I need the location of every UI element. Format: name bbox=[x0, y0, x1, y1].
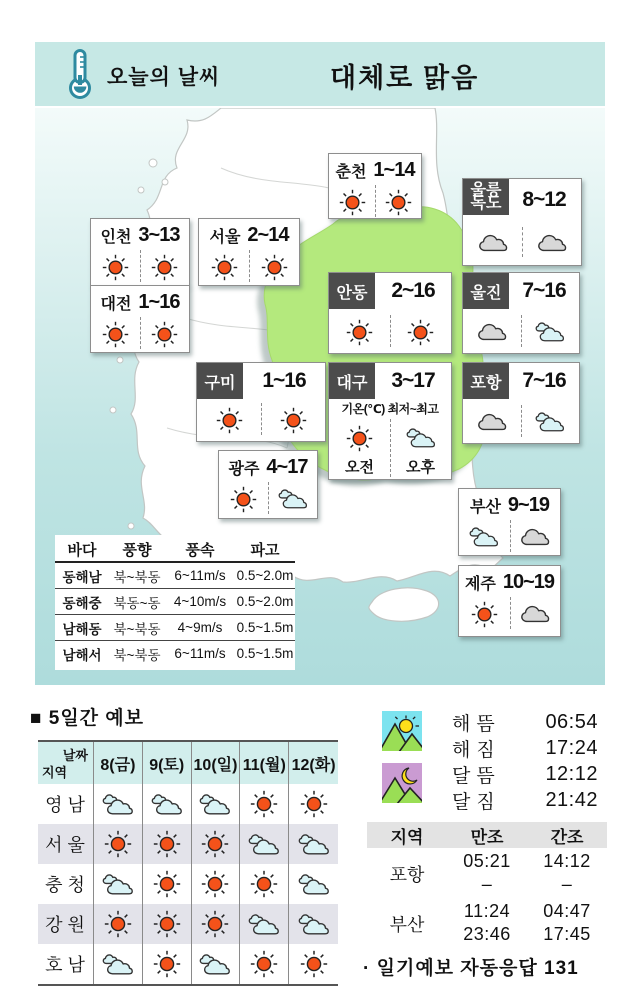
forecast-header-row bbox=[38, 742, 338, 784]
korea-weather-map bbox=[35, 108, 605, 685]
tide-row-pohang: 포항 05:21 – 14:12 – bbox=[367, 850, 607, 898]
forecast-icon bbox=[94, 824, 143, 864]
city-temp: 3~17 bbox=[391, 369, 435, 392]
city-box-daegu bbox=[328, 362, 452, 480]
moonrise-icon bbox=[382, 763, 422, 803]
city-temp: 7~16 bbox=[522, 279, 566, 302]
tide-row-busan: 부산 11:24 23:46 04:47 17:45 bbox=[367, 900, 607, 948]
forecast-icon bbox=[192, 864, 241, 904]
city-box-busan bbox=[458, 488, 561, 556]
sea-col-header: 풍속 bbox=[185, 541, 215, 559]
city-box-uljin bbox=[462, 272, 580, 354]
corner-cell: 날짜 지역 bbox=[38, 742, 94, 784]
am-pm-divider bbox=[521, 315, 522, 347]
city-temp: 1~14 bbox=[373, 158, 415, 181]
weather-pm-icon bbox=[521, 411, 579, 433]
forecast-icon bbox=[94, 944, 143, 984]
forecast-icon bbox=[192, 904, 241, 944]
forecast-icon bbox=[143, 904, 192, 944]
low-tide-time: 14:12 bbox=[543, 851, 591, 871]
weather-pm-icon bbox=[510, 603, 561, 625]
city-temp: 3~13 bbox=[138, 223, 180, 246]
forecast-icon bbox=[289, 864, 338, 904]
forecast-icon bbox=[240, 784, 289, 824]
high-tide-time: 05:21 bbox=[463, 851, 511, 871]
weather-pm-icon bbox=[390, 319, 451, 346]
city-temp: 2~14 bbox=[247, 223, 289, 246]
forecast-icon bbox=[143, 824, 192, 864]
weather-am-icon bbox=[463, 321, 521, 343]
forecast-row-yeongnam: 영남 bbox=[38, 784, 338, 824]
forecast-icon bbox=[143, 944, 192, 984]
city-name-label: 포항 bbox=[463, 363, 509, 399]
forecast-icon bbox=[240, 944, 289, 984]
tide-col-header: 지역 bbox=[390, 827, 424, 847]
high-tide-time: 23:46 bbox=[463, 924, 511, 944]
weather-am-icon bbox=[219, 486, 268, 513]
sea-col-header: 바다 bbox=[67, 541, 97, 559]
tide-col-header: 간조 bbox=[550, 827, 584, 847]
city-name: 대전 bbox=[100, 295, 132, 313]
weather-pm-icon bbox=[521, 321, 579, 343]
forecast-icon bbox=[94, 864, 143, 904]
sun-moon-times bbox=[452, 709, 598, 813]
city-name-line1: 울릉 bbox=[470, 182, 502, 199]
am-pm-divider bbox=[249, 250, 250, 282]
weather-am-icon bbox=[459, 601, 510, 628]
weather-pm-icon bbox=[522, 232, 581, 254]
am-pm-divider bbox=[268, 482, 269, 514]
city-temp: 2~16 bbox=[391, 279, 435, 302]
five-day-forecast-table bbox=[38, 740, 338, 986]
city-temp: 8~12 bbox=[522, 188, 566, 211]
forecast-icon bbox=[94, 784, 143, 824]
city-temp: 1~16 bbox=[262, 369, 306, 392]
am-pm-divider bbox=[140, 317, 141, 349]
city-name: 인천 bbox=[100, 228, 132, 246]
weather-am-icon bbox=[199, 254, 249, 281]
forecast-icon bbox=[289, 944, 338, 984]
low-tide-time: 17:45 bbox=[543, 924, 591, 944]
forecast-icon bbox=[240, 824, 289, 864]
day-header: 11(월) bbox=[240, 742, 289, 784]
sea-table-row: 동해남 북~북동 6~11m/s 0.5~2.0m bbox=[55, 563, 295, 589]
city-box-seoul bbox=[198, 218, 300, 286]
weather-pm-icon bbox=[390, 427, 451, 449]
low-tide-time: 04:47 bbox=[543, 901, 591, 921]
weather-pm-icon bbox=[261, 407, 325, 434]
forecast-row-gangwon: 강원 bbox=[38, 904, 338, 944]
am-pm-divider bbox=[261, 403, 262, 435]
weather-pm-icon bbox=[140, 321, 189, 348]
forecast-row-honam: 호남 bbox=[38, 944, 338, 984]
five-day-forecast-title: ■ 5일간 예보 bbox=[30, 708, 145, 729]
am-pm-divider bbox=[522, 227, 523, 257]
city-name: 제주 bbox=[464, 575, 496, 593]
city-name: 춘천 bbox=[335, 163, 367, 181]
forecast-icon bbox=[289, 904, 338, 944]
city-temp: 1~16 bbox=[138, 290, 180, 313]
city-name: 부산 bbox=[470, 498, 501, 516]
weather-pm-icon bbox=[268, 488, 317, 510]
city-temp: 10~19 bbox=[502, 570, 555, 593]
am-pm-divider bbox=[510, 597, 511, 629]
am-pm-divider bbox=[140, 250, 141, 282]
forecast-row-seoul: 서울 bbox=[38, 824, 338, 864]
city-box-incheon bbox=[90, 218, 190, 286]
city-box-gumi bbox=[196, 362, 326, 442]
weather-am-icon bbox=[463, 232, 522, 254]
city-temp: 4~17 bbox=[266, 455, 308, 478]
astro-row: 달뜸 12:12 bbox=[452, 762, 598, 787]
header-bar bbox=[35, 42, 605, 106]
am-pm-divider bbox=[510, 520, 511, 552]
weather-hotline-note: · 일기예보 자동응답 131 bbox=[363, 958, 579, 979]
city-temp: 9~19 bbox=[507, 493, 549, 516]
high-tide-time: – bbox=[481, 874, 493, 894]
forecast-icon bbox=[143, 864, 192, 904]
sea-col-header: 파고 bbox=[250, 541, 280, 559]
astro-row: 달짐 21:42 bbox=[452, 788, 598, 813]
weather-am-icon bbox=[329, 319, 390, 346]
weather-am-icon bbox=[463, 411, 521, 433]
jeju-island-shape bbox=[369, 588, 439, 621]
forecast-icon bbox=[143, 784, 192, 824]
thermometer-icon bbox=[63, 48, 97, 100]
weather-am-icon bbox=[91, 321, 140, 348]
day-header: 12(화) bbox=[289, 742, 338, 784]
weather-am-icon bbox=[197, 407, 261, 434]
forecast-row-chungcheong: 충청 bbox=[38, 864, 338, 904]
weather-pm-icon bbox=[375, 189, 421, 216]
forecast-icon bbox=[289, 784, 338, 824]
sea-table-row: 남해동 북~북동 4~9m/s 0.5~1.5m bbox=[55, 615, 295, 641]
page-title: 오늘의 날씨 bbox=[107, 66, 221, 89]
forecast-icon bbox=[240, 904, 289, 944]
high-tide-time: 11:24 bbox=[463, 901, 511, 921]
city-box-jeju bbox=[458, 565, 561, 637]
city-box-gwangju bbox=[218, 450, 318, 519]
sea-table-row: 남해서 북~북동 6~11m/s 0.5~1.5m bbox=[62, 646, 294, 663]
city-name: 서울 bbox=[209, 228, 241, 246]
weather-am-icon bbox=[91, 254, 140, 281]
city-name-label: 울진 bbox=[463, 273, 509, 309]
am-pm-divider bbox=[521, 405, 522, 437]
temp-legend: 기온(℃) 최저~최고 bbox=[341, 402, 439, 416]
am-pm-divider bbox=[375, 185, 376, 217]
am-pm-divider bbox=[390, 315, 391, 347]
day-header: 8(금) bbox=[94, 742, 143, 784]
forecast-icon bbox=[94, 904, 143, 944]
weather-summary: 대체로 맑음 bbox=[330, 63, 480, 93]
forecast-icon bbox=[289, 824, 338, 864]
city-name-label: 구미 bbox=[197, 363, 243, 399]
weather-am-icon bbox=[329, 189, 375, 216]
forecast-icon bbox=[192, 824, 241, 864]
city-name-label bbox=[463, 179, 509, 215]
sea-conditions-table bbox=[55, 535, 295, 670]
sunrise-icon bbox=[382, 711, 422, 751]
astro-row: 해뜸 06:54 bbox=[452, 710, 598, 735]
astro-row: 해짐 17:24 bbox=[452, 736, 598, 761]
city-temp: 7~16 bbox=[522, 369, 566, 392]
city-box-daejeon bbox=[90, 285, 190, 353]
weather-am-icon bbox=[459, 526, 510, 548]
tide-col-header: 만조 bbox=[470, 827, 504, 847]
day-header: 9(토) bbox=[143, 742, 192, 784]
forecast-icon bbox=[192, 784, 241, 824]
pm-label: 오후 bbox=[406, 459, 435, 476]
low-tide-time: – bbox=[561, 874, 573, 894]
city-name-line2: 독도 bbox=[470, 195, 502, 212]
weather-pm-icon bbox=[249, 254, 299, 281]
city-box-chuncheon bbox=[328, 153, 422, 219]
am-label: 오전 bbox=[345, 459, 374, 476]
sea-col-header: 풍향 bbox=[122, 541, 152, 559]
city-box-andong bbox=[328, 272, 452, 354]
city-name-label: 대구 bbox=[329, 363, 375, 399]
city-box-ulleung-dokdo bbox=[462, 178, 582, 266]
city-name-label: 안동 bbox=[329, 273, 375, 309]
city-box-pohang bbox=[462, 362, 580, 444]
city-name: 광주 bbox=[228, 460, 260, 478]
day-header: 10(일) bbox=[192, 742, 241, 784]
weather-am-icon bbox=[329, 425, 390, 452]
forecast-icon bbox=[240, 864, 289, 904]
sea-table-header bbox=[55, 537, 295, 563]
sea-table-row: 동해중 북동~동 4~10m/s 0.5~2.0m bbox=[55, 589, 295, 615]
forecast-icon bbox=[192, 944, 241, 984]
tide-table-header bbox=[367, 822, 607, 848]
weather-pm-icon bbox=[510, 526, 561, 548]
weather-pm-icon bbox=[140, 254, 189, 281]
